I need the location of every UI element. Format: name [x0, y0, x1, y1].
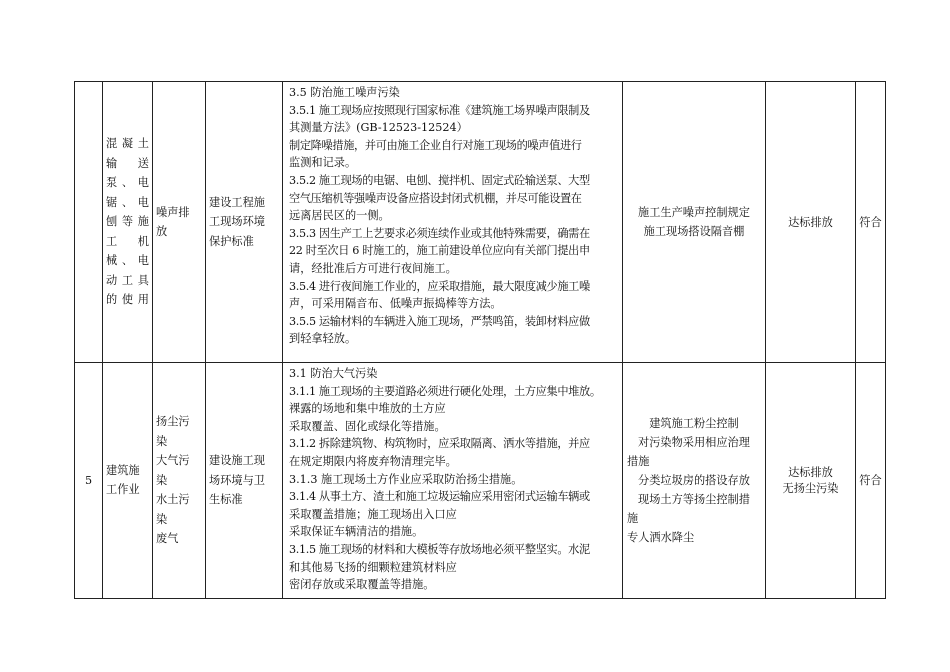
requirements-cell: 3.5 防治施工噪声污染 3.5.1 施工现场应按照现行国家标准《建筑施工场界噪声限制及 其测量方法》(GB-12523-12524） 制定降噪措施，并可由施工企业自行对施工现场的噪声值进行 监测和记录。 3.5.2 施工现场的电锯、电刨、搅拌机、固定式砼输送泵、大型 空气压缩机等强噪声设备应搭设封闭式机棚，并尽可能设置在 远离居民区的一侧。 3.5.3 因生产工上艺要求必须连续作业或其他特殊需要，确需在 22 时至次日 6 时施工的，施工前建设单位应向有关部门提出申 请，经批准后方可进行夜间施工。 3.5.4 进行夜间施工作业的，应采取措施，最大限度减少施工噪 声，可采用隔音布、低噪声振捣棒等方法。 3.5.5 运输材料的车辆进入施工现场，严禁鸣笛，装卸材料应做 到轻拿轻放。 — [283, 82, 623, 363]
requirements-cell: 3.1 防治大气污染 3.1.1 施工现场的主要道路必须进行硬化处理，土方应集中堆放。 裸露的场地和集中堆放的土方应 采取覆盖、固化或绿化等措施。 3.1.2 拆除建筑物、构筑物时，应采取隔离、洒水等措施，并应 在规定期限内将废弃物清理完毕。 3.1.3 施工现场土方作业应采取防治扬尘措施。 3.1.4 从事土方、渣土和施工垃圾运输应采用密闭式运输车辆或 采取覆盖措施；施工现场出入口应 采取保证车辆清洁的措施。 3.1.5 施工现场的材料和大模板等存放场地必须平整坚实。水泥 和其他易飞扬的细颗粒建筑材料应 密闭存放或采取覆盖等措施。 — [283, 363, 623, 599]
row-index — [75, 82, 103, 363]
result-cell: 符合 — [856, 82, 886, 363]
standard-cell: 建设工程施 工现场环境 保护标准 — [206, 82, 283, 363]
environment-compliance-table — [74, 81, 886, 599]
measures-cell: 施工生产噪声控制规定 施工现场搭设隔音棚 — [623, 82, 766, 363]
measures-cell: 建筑施工粉尘控制 对污染物采用相应治理 措施 分类垃圾房的搭设存放 现场土方等扬尘控制措 施 专人洒水降尘 — [623, 363, 766, 599]
table-row — [75, 82, 886, 363]
standard-cell: 建设施工现 场环境与卫 生标准 — [206, 363, 283, 599]
pollutant-cell: 扬尘污 染 大气污 染 水土污 染 废气 — [153, 363, 206, 599]
activity-cell: 混凝土 输 送 泵、电 锯、电 刨等施 工 机 械、电 动工具 的使用 — [103, 82, 153, 363]
target-cell: 达标排放 — [766, 82, 856, 363]
target-cell: 达标排放 无扬尘污染 — [766, 363, 856, 599]
result-cell: 符合 — [856, 363, 886, 599]
pollutant-cell: 噪声排 放 — [153, 82, 206, 363]
row-index: 5 — [75, 363, 103, 599]
activity-cell: 建筑施 工作业 — [103, 363, 153, 599]
table-row — [75, 363, 886, 599]
